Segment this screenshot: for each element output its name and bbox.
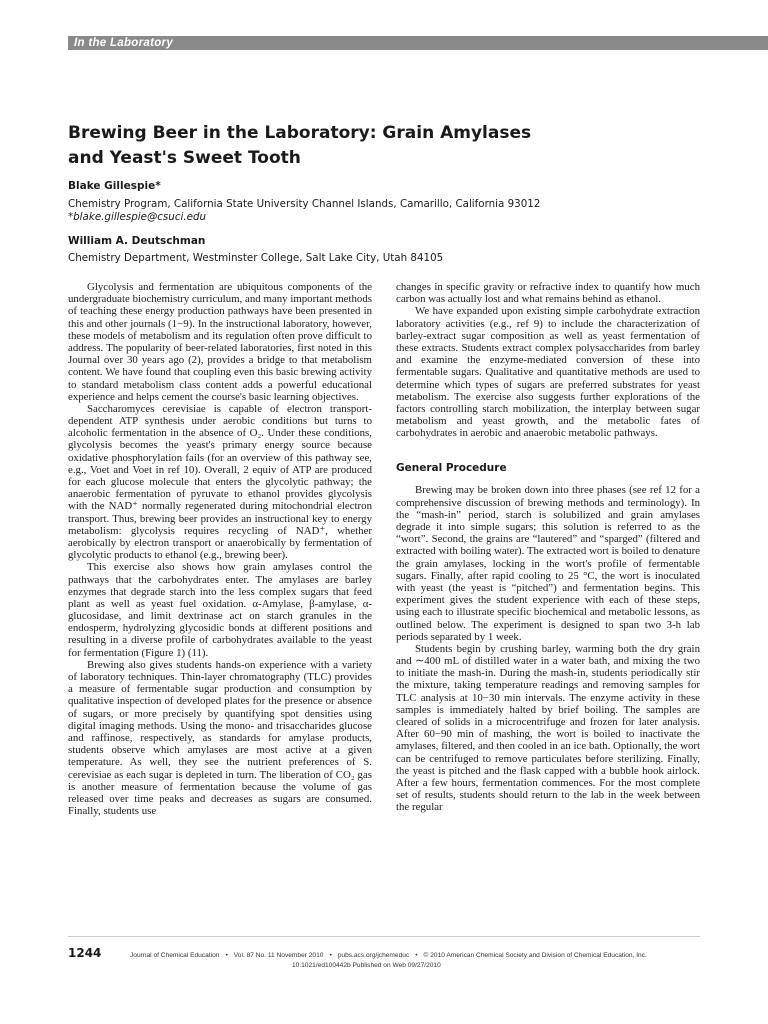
body-column-right: [396, 281, 700, 814]
section-heading-general-procedure: General Procedure: [396, 462, 507, 475]
footer-citation: [130, 951, 710, 971]
paragraph: Brewing may be broken down into three phases (see ref 12 for a comprehensive discussion of brewing methods and terminology). In the “mash-in” period, starch is solubilized and grain amylases degrade it into simple sugars; this solution is referred to as the “wort”. Second, the grains are “lautered” and “sparged” (filtered and extracted with boiling water). The extracted wort is boiled to denature the grain amylases, locking in the wort's profile of fermentable sugars. Finally, after rapid cooling to 25 °C, the wort is inoculated with yeast (the yeast is “pitched”) and fermentation begins. This experiment gives the student experience with each of these steps, using each to illustrate specific biochemical and metabolic lessons, as outlined below. The experiment is designed to span two 3-h lab periods separated by 1 week.: [396, 484, 700, 643]
paragraph: This exercise also shows how grain amylases control the pathways that the carbohydrates enter. The amylases are barley enzymes that degrade starch into the less complex sugars that feed plant as well as yeast fuel oxidation. α-Amylase, β-amylase, α-glucosidase, and limit dextrinase act on starch granules in the endosperm, hydrolyzing glycosidic bonds at different positions and resulting in a diverse profile of carbohydrates available to the yeast for fermentation (Figure 1) (11).: [68, 561, 372, 659]
page-number: 1244: [68, 946, 102, 960]
author-email-1: *blake.gillespie@csuci.edu: [68, 211, 207, 223]
footer-volume: Vol. 87 No. 11 November 2010: [233, 952, 324, 959]
body-column-left: [68, 281, 372, 817]
paragraph: Glycolysis and fermentation are ubiquitous components of the undergraduate biochemistry curriculum, and many important methods of teaching these energy production pathways have been presented in this and other journals (1−9). In the instructional laboratory, however, these models of metabolism and its regulation often prove difficult to address. The popularity of beer-related laboratories, first noted in this Journal over 30 years ago (2), provides a bridge to that metabolism content. We have found that coupling even this basic brewing activity to standard metabolism class content adds a powerful educational experience and helps cement the course's basic learning objectives.: [68, 281, 372, 403]
footer-doi: 10.1021/ed100442b Published on Web 09/27/2010: [292, 962, 441, 969]
section-label: In the Laboratory: [74, 37, 174, 49]
paragraph: Students begin by crushing barley, warming both the dry grain and ∼400 mL of distilled water in a water bath, and mixing the two to initiate the mash-in. During the mash-in, students periodically stir the mixture, taking temperature readings and removing samples for TLC analysis at 10−30 min intervals. The enzyme activity in these samples is immediately halted by brief boiling. The samples are cleared of solids in a microcentrifuge and frozen for later analysis. After 60−90 min of mashing, the wort is boiled to inactivate the amylases, filtered, and then cooled in an ice bath. Optionally, the wort can be centrifuged to remove particulates before sterilizing. Finally, the yeast is pitched and the flask capped with a bubble hook airlock. After a few hours, fermentation commences. For the most complete set of results, students should return to the lab in the week between the regular: [396, 642, 700, 814]
article-title: [68, 121, 688, 171]
footer-copyright: © 2010 American Chemical Society and Division of Chemical Education, Inc.: [423, 952, 647, 959]
section-header-bar: [68, 36, 768, 50]
title-line-2: and Yeast's Sweet Tooth: [68, 148, 301, 168]
author-affiliation-1: Chemistry Program, California State University Channel Islands, Camarillo, California 93012: [68, 198, 541, 210]
author-name-2: William A. Deutschman: [68, 235, 206, 247]
footer-divider: [68, 936, 700, 937]
footer-url[interactable]: pubs.acs.org/jchemeduc: [337, 952, 410, 959]
bullet-separator: •: [415, 952, 418, 959]
paragraph: We have expanded upon existing simple carbohydrate extraction laboratory activities (e.g., ref 9) to include the characterization of barley-extract sugar composition as well as yeast fermentation of these extracts. Students extract complex polysaccharides from barley and examine the enzyme-mediated conversion of these into fermentable sugars. Qualitative and quantitative methods are used to determine which types of sugars are preferred substrates for yeast metabolism. The exercise also suggests further explorations of the factors controlling starch mobilization, the interplay between sugar metabolism and yeast growth, and the metabolic fates of carbohydrates in aerobic and anaerobic metabolic pathways.: [396, 305, 700, 440]
bullet-separator: •: [329, 952, 332, 959]
paragraph: changes in specific gravity or refractive index to quantify how much carbon was actually lost and what remains behind as ethanol.: [396, 281, 700, 306]
paragraph: Saccharomyces cerevisiae is capable of electron transport-dependent ATP synthesis under aerobic conditions but turns to alcoholic fermentation in the absence of O₂. Under these conditions, glycolysis becomes the yeast's primary energy source because oxidative phosphorylation fails (for an overview of this pathway see, e.g., Voet and Voet in ref 10). Overall, 2 equiv of ATP are produced for each glucose molecule that enters the glycolytic pathway; the anaerobic fermentation of pyruvate to ethanol provides glycolysis with the NAD⁺ normally regenerated during mitochondrial electron transport. Thus, brewing beer provides an instructional key to energy metabolism: glycolysis requires recycling of NAD⁺, whether aerobically by electron transport or anaerobically by fermentation of glycolytic products to ethanol (e.g., brewing beer).: [68, 402, 372, 562]
title-line-1: Brewing Beer in the Laboratory: Grain Amylases: [68, 123, 532, 143]
footer-journal: Journal of Chemical Education: [130, 952, 220, 959]
author-name-1: Blake Gillespie*: [68, 180, 161, 192]
bullet-separator: •: [225, 952, 228, 959]
paragraph: Brewing also gives students hands-on experience with a variety of laboratory techniques. Thin-layer chromatography (TLC) provides a measure of fermentable sugar production and consumption by qualitative inspection of developed plates for the presence or absence of sugars, or more precisely by quantifying spot densities using digital imaging methods. Using the mono- and trisaccharides glucose and raffinose, respectively, as standards for amylase products, students observe which amylases are most active at a given temperature. As well, they see the nutrient preferences of S. cerevisiae as each sugar is depleted in turn. The liberation of CO₂ gas is another measure of fermentation because the volume of gas released over time peaks and decreases as sugars are consumed. Finally, students use: [68, 658, 372, 818]
author-affiliation-2: Chemistry Department, Westminster College, Salt Lake City, Utah 84105: [68, 252, 444, 264]
